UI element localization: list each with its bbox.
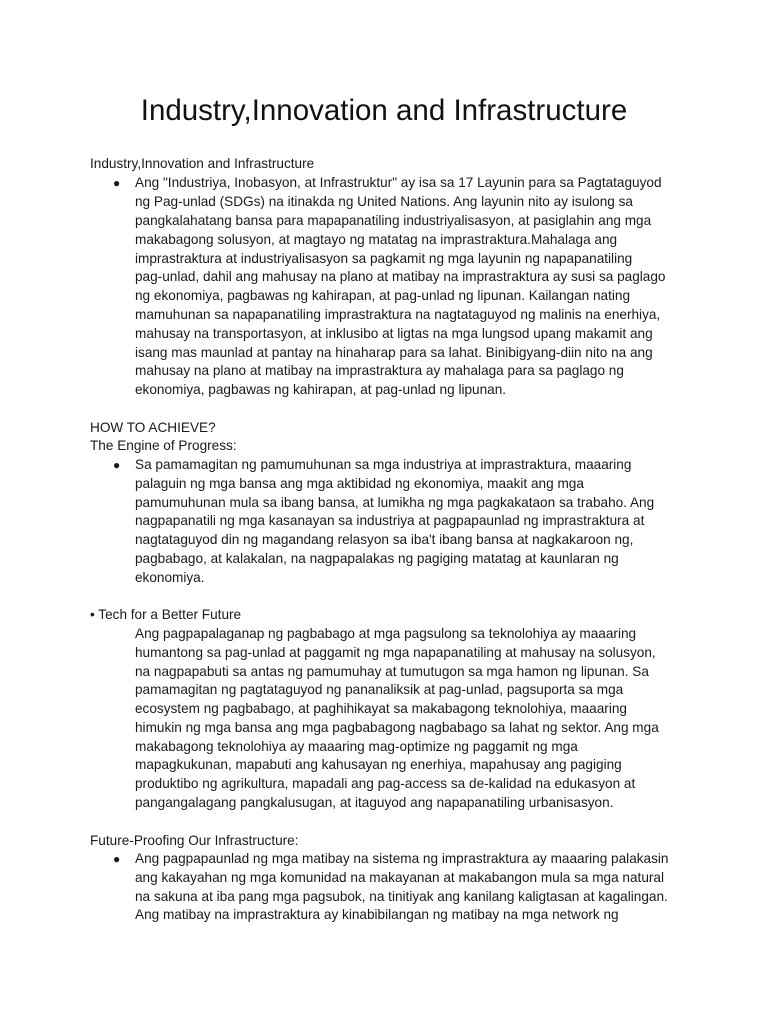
paragraph-line: ng Pag-unlad (SDGs) na itinakda ng United Nations. Ang layunin nito ay isulong sa [135, 194, 633, 209]
document-title: Industry,Innovation and Infrastructure [140, 94, 628, 127]
paragraph-line: pamumuhunan mula sa ibang bansa, at lumikha ng mga pagkakataon sa trabaho. Ang [135, 495, 655, 510]
paragraph-line: Sa pamamagitan ng pamumuhunan sa mga industriya at imprastraktura, maaaring [135, 457, 632, 472]
paragraph-line: pangangalagang pangkalusugan, at itaguyod ang napapanatiling urbanisasyon. [135, 795, 614, 810]
paragraph-line: pangkalahatang bansa para mapapanatiling industriyalisasyon, at pasiglahin ang mga [135, 213, 652, 228]
bullet-icon: ● [113, 852, 121, 866]
section-heading: HOW TO ACHIEVE? [90, 420, 216, 435]
paragraph-line: ekonomiya, pagbawas ng kahirapan, at pag-unlad ng lipunan. [135, 382, 507, 397]
paragraph-line: nagtataguyod din ng magandang relasyon sa iba't ibang bansa at nagkakaroon ng, [135, 532, 634, 547]
paragraph-line: mahusay na transportasyon, at inklusibo at ligtas na mga lungsod upang makamit ang [135, 326, 653, 341]
paragraph-line: isang mas maunlad at pantay na hinaharap para sa lahat. Binibigyang-diin nito na ang [135, 345, 653, 360]
paragraph-line: himukin ng mga bansa ang mga pagbabagong nagbabago sa lahat ng sektor. Ang mga [135, 720, 659, 735]
section-subheading: The Engine of Progress: [90, 438, 237, 453]
paragraph-line: pag-unlad, dahil ang mahusay na plano at matibay na imprastraktura ay susi sa paglago [135, 269, 666, 284]
paragraph-line: mahusay na plano at matibay na imprastraktura ay mahalaga para sa paglago ng [135, 363, 624, 378]
paragraph-line: palaguin ng mga bansa ang mga aktibidad ng ekonomiya, maakit ang mga [135, 476, 584, 491]
bullet-icon: ● [113, 458, 121, 472]
section-heading: Future-Proofing Our Infrastructure: [90, 833, 299, 848]
paragraph-line: ng ekonomiya, pagbawas ng kahirapan, at pag-unlad ng lipunan. Kailangan nating [135, 288, 631, 303]
section-heading: Industry,Innovation and Infrastructure [90, 156, 315, 171]
paragraph-line: Ang "Industriya, Inobasyon, at Infrastruktur" ay isa sa 17 Layunin para sa Pagtataguyod [135, 175, 662, 190]
paragraph-line: na nagpapabuti sa antas ng pamumuhay at tumutugon sa mga hamon ng lipunan. Sa [135, 664, 649, 679]
paragraph-line: produktibo ng agrikultura, mapadali ang pag-access sa de-kalidad na edukasyon at [135, 776, 636, 791]
paragraph-line: humantong sa pag-unlad at paggamit ng mga napapanatiling at mahusay na solusyon, [135, 645, 656, 660]
paragraph-line: Ang pagpapalaganap ng pagbabago at mga pagsulong sa teknolohiya ay maaaring [135, 626, 637, 641]
paragraph-line: ecosystem ng pagbabago, at paghihikayat sa makabagong teknolohiya, maaaring [135, 701, 627, 716]
paragraph-line: makabagong teknolohiya ay maaaring mag-optimize ng paggamit ng mga [135, 739, 578, 754]
paragraph-line: mamuhunan sa napapanatiling imprastraktura na nagtataguyod ng malinis na enerhiya, [135, 307, 661, 322]
paragraph-line: Ang matibay na imprastraktura ay kinabibilangan ng matibay na mga network ng [135, 907, 619, 922]
bullet-icon: ● [113, 176, 121, 190]
paragraph-line: ekonomiya. [135, 570, 205, 585]
paragraph-line: ang kakayahan ng mga komunidad na makayanan at makabangon mula sa mga natural [135, 870, 664, 885]
paragraph-line: makabagong solusyon, at magtayo ng matatag na imprastraktura.Mahalaga ang [135, 232, 618, 247]
paragraph-line: mapagkukunan, mapabuti ang kahusayan ng enerhiya, mapahusay ang pagiging [135, 757, 622, 772]
paragraph-line: na sakuna at iba pang mga pagsubok, na tinitiyak ang kanilang kaligtasan at kagalingan. [135, 889, 668, 904]
paragraph-line: pamamagitan ng pagtataguyod ng pananaliksik at pag-unlad, pagsuporta sa mga [135, 682, 624, 697]
section-heading: • Tech for a Better Future [90, 607, 242, 622]
paragraph-line: Ang pagpapaunlad ng mga matibay na sistema ng imprastraktura ay maaaring palakasin [135, 851, 669, 866]
paragraph-line: imprastraktura at industriyalisasyon sa pagkamit ng mga layunin ng napapanatiling [135, 251, 633, 266]
paragraph-line: pagbabago, at kalakalan, na nagpapalakas ng pagiging matatag at kaunlaran ng [135, 551, 619, 566]
paragraph-line: nagpapanatili ng mga kasanayan sa industriya at pagpapaunlad ng imprastraktura at [135, 513, 645, 528]
